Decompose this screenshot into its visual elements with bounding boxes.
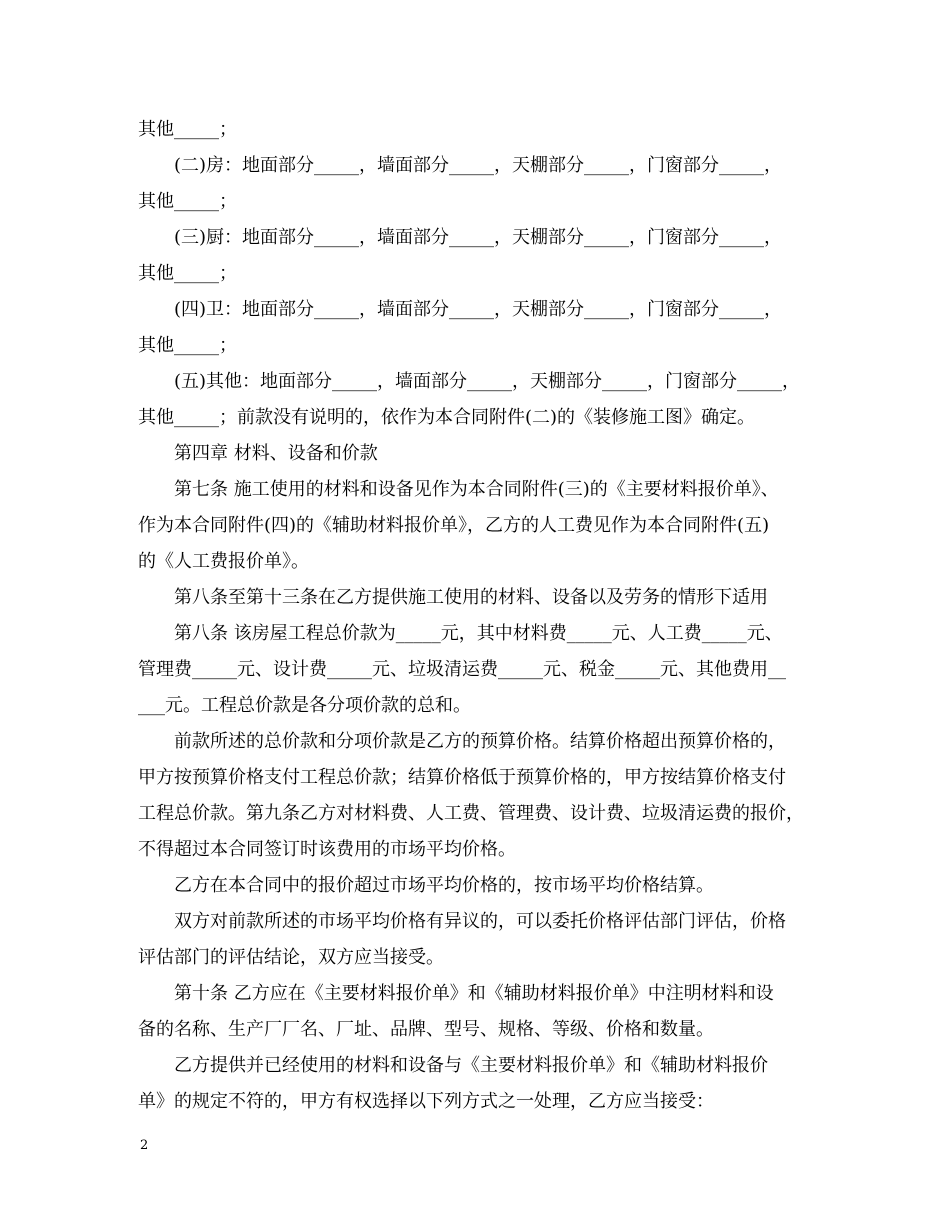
text-line: 第十条 乙方应在《主要材料报价单》和《辅助材料报价单》中注明材料和设 xyxy=(174,983,774,1004)
text-line: 管理费_____元、设计费_____元、垃圾清运费_____元、税金_____元、其他费用__ xyxy=(138,659,786,680)
text-line: 前款所述的总价款和分项价款是乙方的预算价格。结算价格超出预算价格的， xyxy=(174,731,786,752)
text-line: 的《人工费报价单》。 xyxy=(138,551,309,572)
page-number: 2 xyxy=(140,1138,149,1153)
text-line: 不得超过本合同签订时该费用的市场平均价格。 xyxy=(138,839,516,860)
text-line: (五)其他：地面部分_____，墙面部分_____，天棚部分_____，门窗部分_____， xyxy=(174,371,801,392)
text-line: 其他_____； xyxy=(138,263,237,284)
text-line: 乙方提供并已经使用的材料和设备与《主要材料报价单》和《辅助材料报价 xyxy=(174,1055,768,1076)
text-line: (二)房：地面部分_____，墙面部分_____，天棚部分_____，门窗部分_____， xyxy=(174,155,783,176)
text-line: 工程总价款。第九条乙方对材料费、人工费、管理费、设计费、垃圾清运费的报价， xyxy=(138,803,804,824)
text-line: 其他_____；前款没有说明的，依作为本合同附件(二)的《装修施工图》确定。 xyxy=(138,407,756,428)
text-line: (三)厨：地面部分_____，墙面部分_____，天棚部分_____，门窗部分_____， xyxy=(174,227,783,248)
text-line: (四)卫：地面部分_____，墙面部分_____，天棚部分_____，门窗部分_____， xyxy=(174,299,783,320)
text-line: 备的名称、生产厂厂名、厂址、品牌、型号、规格、等级、价格和数量。 xyxy=(138,1019,714,1040)
text-line: 评估部门的评估结论，双方应当接受。 xyxy=(138,947,444,968)
text-line: 第八条至第十三条在乙方提供施工使用的材料、设备以及劳务的情形下适用 xyxy=(174,587,768,608)
text-line: ___元。工程总价款是各分项价款的总和。 xyxy=(138,695,471,716)
text-line: 作为本合同附件(四)的《辅助材料报价单》，乙方的人工费见作为本合同附件(五) xyxy=(138,515,770,536)
text-line: 单》的规定不符的，甲方有权选择以下列方式之一处理，乙方应当接受： xyxy=(138,1091,714,1112)
document-body xyxy=(138,112,828,1120)
text-line: 第七条 施工使用的材料和设备见作为本合同附件(三)的《主要材料报价单》、 xyxy=(174,479,779,500)
text-line: 第八条 该房屋工程总价款为_____元，其中材料费_____元、人工费_____元、 xyxy=(174,623,783,644)
text-line: 双方对前款所述的市场平均价格有异议的，可以委托价格评估部门评估，价格 xyxy=(174,911,786,932)
text-line: 乙方在本合同中的报价超过市场平均价格的，按市场平均价格结算。 xyxy=(174,875,714,896)
text-line: 其他_____； xyxy=(138,335,237,356)
text-line: 甲方按预算价格支付工程总价款；结算价格低于预算价格的，甲方按结算价格支付 xyxy=(138,767,786,788)
text-line: 第四章 材料、设备和价款 xyxy=(174,443,378,464)
text-line: 其他_____； xyxy=(138,191,237,212)
text-line: 其他_____； xyxy=(138,119,237,140)
